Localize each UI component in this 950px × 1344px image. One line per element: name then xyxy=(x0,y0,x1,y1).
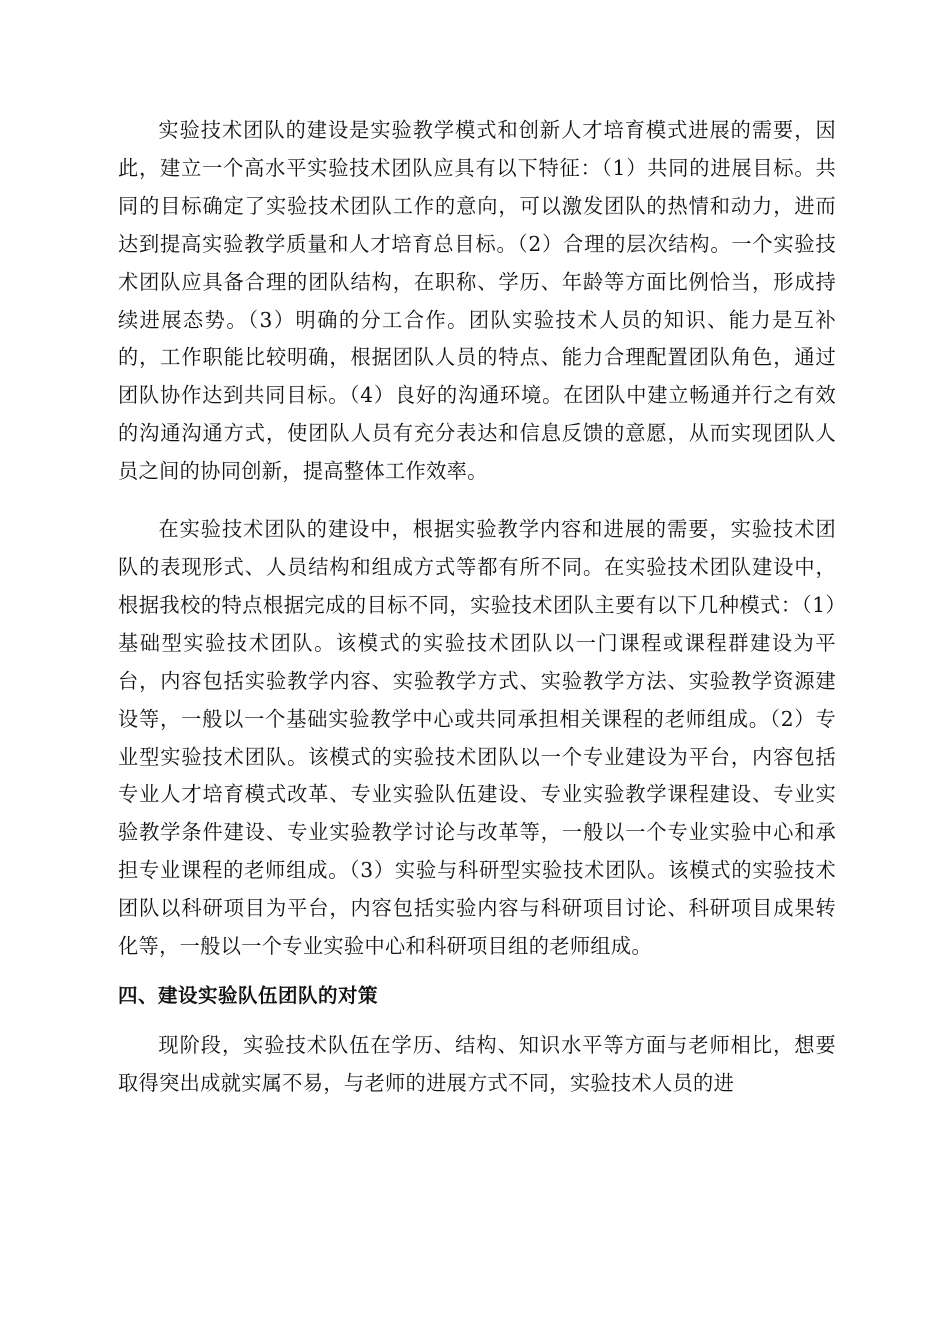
section-heading: 四、建设实验队伍团队的对策 xyxy=(118,983,379,1007)
document-page xyxy=(118,112,836,1103)
paragraph-team-features: 实验技术团队的建设是实验教学模式和创新人才培育模式进展的需要，因此，建立一个高水平实验技术团队应具有以下特征：（1）共同的进展目标。共同的目标确定了实验技术团队工作的意向，可以激发团队的热情和动力，进而达到提高实验教学质量和人才培育总目标。（2）合理的层次结构。一个实验技术团队应具备合理的团队结构，在职称、学历、年龄等方面比例恰当，形成持续进展态势。（3）明确的分工合作。团队实验技术人员的知识、能力是互补的，工作职能比较明确，根据团队人员的特点、能力合理配置团队角色，通过团队协作达到共同目标。（4）良好的沟通环境。在团队中建立畅通并行之有效的沟通沟通方式，使团队人员有充分表达和信息反馈的意愿，从而实现团队人员之间的协同创新，提高整体工作效率。 xyxy=(118,118,836,484)
paragraph-countermeasures: 现阶段，实验技术队伍在学历、结构、知识水平等方面与老师相比，想要取得突出成就实属不易，与老师的进展方式不同，实验技术人员的进 xyxy=(118,1032,836,1095)
paragraph-team-models: 在实验技术团队的建设中，根据实验教学内容和进展的需要，实验技术团队的表现形式、人员结构和组成方式等都有所不同。在实验技术团队建设中，根据我校的特点根据完成的目标不同，实验技术团队主要有以下几种模式：（1）基础型实验技术团队。该模式的实验技术团队以一门课程或课程群建设为平台，内容包括实验教学内容、实验教学方式、实验教学方法、实验教学资源建设等，一般以一个基础实验教学中心或共同承担相关课程的老师组成。（2）专业型实验技术团队。该模式的实验技术团队以一个专业建设为平台，内容包括专业人才培育模式改革、专业实验队伍建设、专业实验教学课程建设、专业实验教学条件建设、专业实验教学讨论与改革等，一般以一个专业实验中心和承担专业课程的老师组成。（3）实验与科研型实验技术团队。该模式的实验技术团队以科研项目为平台，内容包括实验内容与科研项目讨论、科研项目成果转化等，一般以一个专业实验中心和科研项目组的老师组成。 xyxy=(118,517,836,959)
